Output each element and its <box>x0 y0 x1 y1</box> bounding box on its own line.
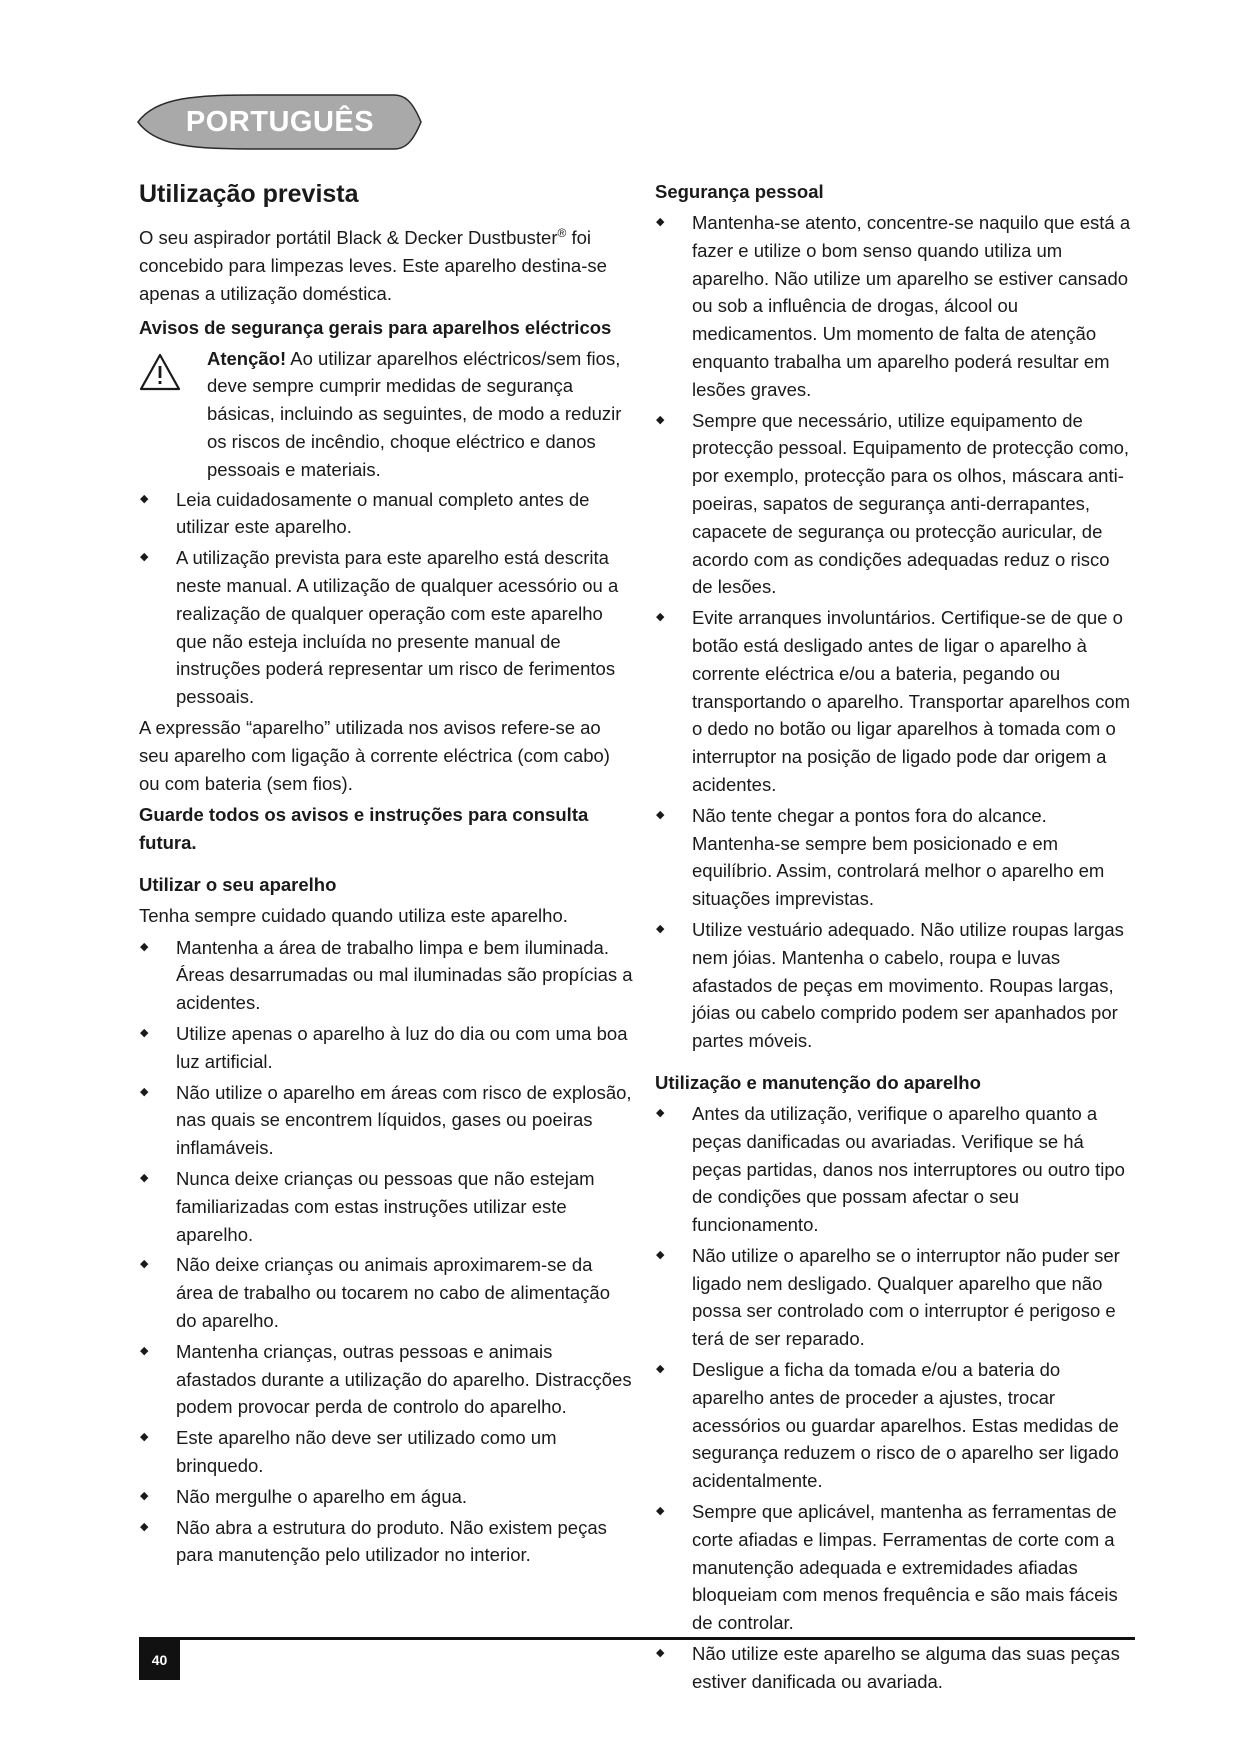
diamond-bullet-icon: ◆ <box>140 940 149 953</box>
list-item: ◆ Utilize vestuário adequado. Não utilize roupas largas nem jóias. Mantenha o cabelo, roupa e luvas afastados de peças em movimento. Roupas largas, jóias ou cabelo comprido podem ser apanhados por partes móveis. <box>655 916 1135 1055</box>
list-item: ◆ Este aparelho não deve ser utilizado como um brinquedo. <box>139 1424 634 1480</box>
list-item: ◆ Utilize apenas o aparelho à luz do dia ou com uma boa luz artificial. <box>139 1020 634 1076</box>
warning-label: Atenção! <box>207 347 287 369</box>
diamond-bullet-icon: ◆ <box>140 1431 149 1444</box>
use-heading: Utilizar o seu aparelho <box>139 873 337 895</box>
list-item: ◆ Leia cuidadosamente o manual completo antes de utilizar este aparelho. <box>139 486 634 542</box>
diamond-bullet-icon: ◆ <box>656 1363 665 1376</box>
personal-safety-list <box>655 209 1135 1055</box>
list-item: ◆ Sempre que necessário, utilize equipamento de protecção pessoal. Equipamento de protecção como, por exemplo, protecção para os olhos, máscara anti-poeiras, sapatos de segurança anti-derrapantes, capacete de segurança ou protecção auricular, de acordo com as condições adequadas reduz o risco de lesões. <box>655 407 1135 602</box>
warning-block <box>139 345 634 484</box>
diamond-bullet-icon: ◆ <box>656 808 665 821</box>
safety-heading: Avisos de segurança gerais para aparelhos eléctricos <box>139 316 612 338</box>
list-item: ◆ Não tente chegar a pontos fora do alcance. Mantenha-se sempre bem posicionado e em equilíbrio. Assim, controlará melhor o aparelho em situações imprevistas. <box>655 802 1135 913</box>
footer-rule <box>139 1637 1135 1640</box>
list-item: ◆ Não utilize o aparelho em áreas com risco de explosão, nas quais se encontrem líquidos, gases ou poeiras inflamáveis. <box>139 1079 634 1162</box>
list-item: ◆ Sempre que aplicável, mantenha as ferramentas de corte afiadas e limpas. Ferramentas de corte com a manutenção adequada e extremidades afiadas bloqueiam com menos frequência e são mais fáceis de controlar. <box>655 1498 1135 1637</box>
warning-triangle-icon <box>139 353 181 391</box>
right-column <box>655 178 1135 1699</box>
list-item: ◆ Não utilize este aparelho se alguma das suas peças estiver danificada ou avariada. <box>655 1640 1135 1696</box>
diamond-bullet-icon: ◆ <box>656 413 665 426</box>
diamond-bullet-icon: ◆ <box>140 551 149 564</box>
maintenance-list <box>655 1100 1135 1696</box>
registered-mark: ® <box>557 226 567 240</box>
diamond-bullet-icon: ◆ <box>656 1647 665 1660</box>
list-item: ◆ Nunca deixe crianças ou pessoas que não estejam familiarizadas com estas instruções utilizar este aparelho. <box>139 1165 634 1248</box>
diamond-bullet-icon: ◆ <box>140 1344 149 1357</box>
diamond-bullet-icon: ◆ <box>140 492 149 505</box>
maintenance-heading: Utilização e manutenção do aparelho <box>655 1071 981 1093</box>
diamond-bullet-icon: ◆ <box>140 1520 149 1533</box>
save-note: Guarde todos os avisos e instruções para consulta futura. <box>139 804 589 854</box>
diamond-bullet-icon: ◆ <box>140 1258 149 1271</box>
diamond-bullet-icon: ◆ <box>140 1085 149 1098</box>
warning-text: Ao utilizar aparelhos eléctricos/sem fios, deve sempre cumprir medidas de segurança básicas, incluindo as seguintes, de modo a reduzir os riscos de incêndio, choque eléctrico e danos pessoais e materiais. <box>207 347 622 480</box>
diamond-bullet-icon: ◆ <box>656 611 665 624</box>
language-label: PORTUGUÊS <box>185 106 375 138</box>
diamond-bullet-icon: ◆ <box>656 1248 665 1261</box>
list-item: ◆ Evite arranques involuntários. Certifique-se de que o botão está desligado antes de ligar o aparelho à corrente eléctrica e/ou a bateria, pegando ou transportando o aparelho. Transportar aparelhos com o dedo no botão ou ligar aparelhos à tomada com o interruptor na posição de ligado pode dar origem a acidentes. <box>655 604 1135 799</box>
list-item: ◆ Antes da utilização, verifique o aparelho quanto a peças danificadas ou avariadas. Verifique se há peças partidas, danos nos interruptores ou outro tipo de condições que possam afectar o seu funcionamento. <box>655 1100 1135 1239</box>
diamond-bullet-icon: ◆ <box>656 922 665 935</box>
list-item: ◆ Mantenha-se atento, concentre-se naquilo que está a fazer e utilize o bom senso quando utiliza um aparelho. Não utilize um aparelho se estiver cansado ou sob a influência de drogas, álcool ou medicamentos. Um momento de falta de atenção enquanto trabalha um aparelho poderá resultar em lesões graves. <box>655 209 1135 404</box>
use-list <box>139 934 634 1570</box>
diamond-bullet-icon: ◆ <box>656 1106 665 1119</box>
diamond-bullet-icon: ◆ <box>140 1027 149 1040</box>
use-intro: Tenha sempre cuidado quando utiliza este aparelho. <box>139 904 568 926</box>
list-item: ◆ Mantenha a área de trabalho limpa e bem iluminada. Áreas desarrumadas ou mal iluminadas são propícias a acidentes. <box>139 934 634 1017</box>
list-item: ◆ Não utilize o aparelho se o interruptor não puder ser ligado nem desligado. Qualquer aparelho que não possa ser controlado com o interruptor é perigoso e terá de ser reparado. <box>655 1242 1135 1353</box>
list-item: ◆ Não deixe crianças ou animais aproximarem-se da área de trabalho ou tocarem no cabo de alimentação do aparelho. <box>139 1251 634 1334</box>
list-item: ◆ Mantenha crianças, outras pessoas e animais afastados durante a utilização do aparelho. Distracções podem provocar perda de controlo do aparelho. <box>139 1338 634 1421</box>
list-item: ◆ Não abra a estrutura do produto. Não existem peças para manutenção pelo utilizador no interior. <box>139 1514 634 1570</box>
list-item: ◆ Não mergulhe o aparelho em água. <box>139 1483 634 1511</box>
diamond-bullet-icon: ◆ <box>656 216 665 228</box>
safety-list <box>139 486 634 711</box>
list-item: ◆ A utilização prevista para este aparelho está descrita neste manual. A utilização de qualquer acessório ou a realização de qualquer operação com este aparelho que não esteja incluída no presente manual de instruções poderá representar um risco de ferimentos pessoais. <box>139 544 634 711</box>
intro-paragraph: O seu aspirador portátil Black & Decker Dustbuster® foi concebido para limpezas leves. Este aparelho destina-se apenas a utilização doméstica. <box>139 226 607 304</box>
personal-safety-heading: Segurança pessoal <box>655 181 824 202</box>
expression-note: A expressão “aparelho” utilizada nos avisos refere-se ao seu aparelho com ligação à corrente eléctrica (com cabo) ou com bateria (sem fios). <box>139 716 610 794</box>
diamond-bullet-icon: ◆ <box>656 1505 665 1518</box>
diamond-bullet-icon: ◆ <box>140 1172 149 1185</box>
diamond-bullet-icon: ◆ <box>140 1489 149 1502</box>
section-title: Utilização prevista <box>139 180 359 208</box>
left-column <box>139 178 634 1572</box>
list-item: ◆ Desligue a ficha da tomada e/ou a bateria do aparelho antes de proceder a ajustes, trocar acessórios ou guardar aparelhos. Estas medidas de segurança reduzem o risco de o aparelho ser ligado acidentalmente. <box>655 1356 1135 1495</box>
language-tab <box>136 92 424 152</box>
page-number: 40 <box>139 1640 180 1680</box>
